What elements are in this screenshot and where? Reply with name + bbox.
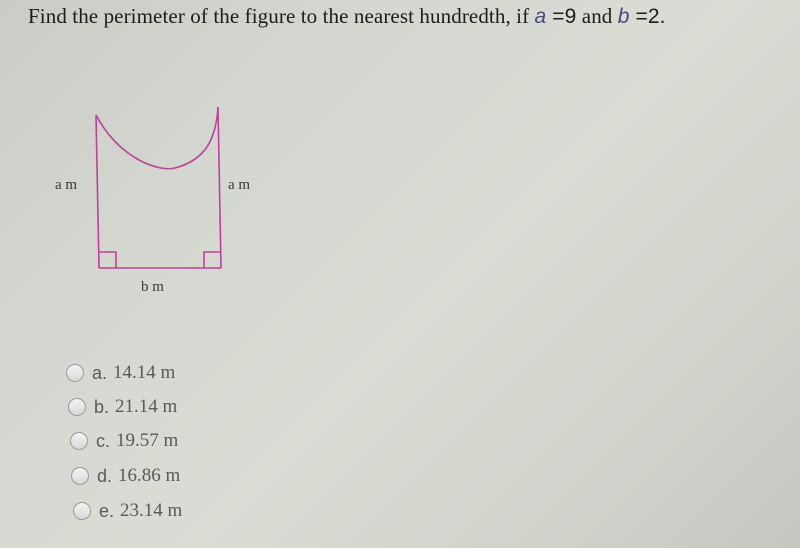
variable-b: b [617,5,630,28]
option-d[interactable] [71,465,180,487]
radio-button[interactable] [68,398,86,416]
right-side-label: a m [228,177,251,193]
variable-a: a [534,5,547,28]
semicircle-arc [96,107,218,169]
option-e[interactable] [73,500,182,522]
option-letter: a. [92,362,108,383]
option-value: 21.14 m [115,396,178,417]
option-c[interactable] [70,430,178,452]
option-value: 23.14 m [120,500,183,521]
option-letter: e. [99,500,115,521]
right-angle-marker-left [99,252,116,268]
right-side [218,107,221,268]
radio-button[interactable] [66,364,84,382]
radio-button[interactable] [73,502,91,520]
question-prefix: Find the perimeter of the figure to the nearest hundredth, if [28,4,535,28]
equals-b: = [629,5,648,28]
option-b[interactable] [68,396,177,418]
left-side-label: a m [55,177,78,193]
option-value: 16.86 m [118,465,181,486]
value-a: 9 [564,5,577,28]
value-b: 2. [647,5,666,28]
option-value: 14.14 m [113,362,176,383]
radio-button[interactable] [71,467,89,485]
option-letter: b. [94,396,110,417]
option-letter: d. [97,465,113,486]
right-angle-marker-right [204,252,221,268]
left-side [96,115,99,268]
option-a[interactable] [66,362,175,384]
and-text: and [576,4,618,28]
option-letter: c. [96,430,111,451]
bottom-side-label: b m [141,279,164,295]
radio-button[interactable] [70,432,88,450]
option-value: 19.57 m [116,430,179,451]
equals-a: = [546,5,565,28]
